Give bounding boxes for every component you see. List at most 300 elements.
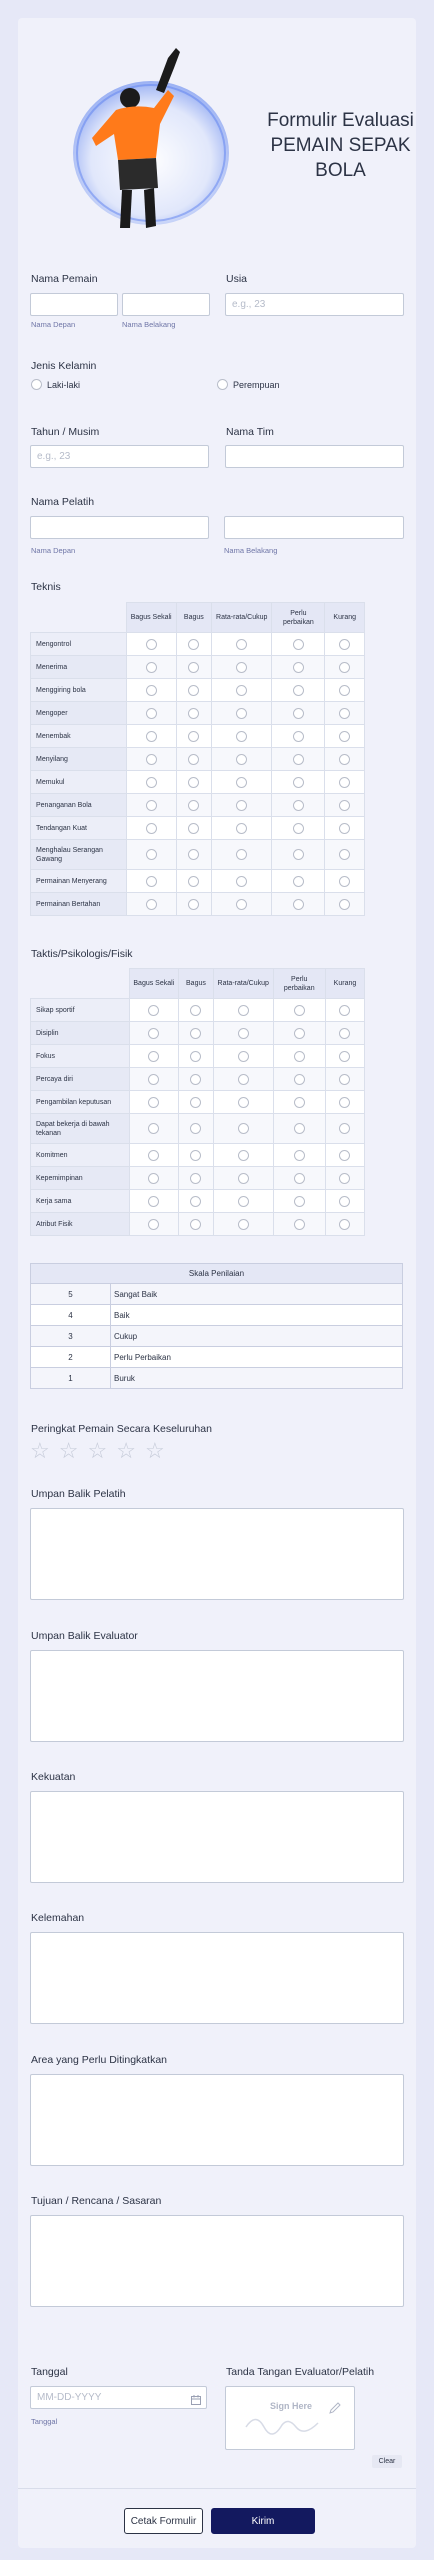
matrix-radio[interactable]: [146, 823, 157, 834]
matrix-radio[interactable]: [339, 685, 350, 696]
weaknesses-label: Kelemahan: [31, 1912, 85, 1924]
pen-icon: [328, 2401, 342, 2415]
matrix-cell: [325, 893, 365, 916]
matrix-cell: [178, 1144, 213, 1167]
matrix-row-label: Menggiring bola: [31, 679, 127, 702]
matrix-radio[interactable]: [188, 639, 199, 650]
matrix-cell: [213, 999, 273, 1022]
matrix-radio[interactable]: [293, 662, 304, 673]
goals-label: Tujuan / Rencana / Sasaran: [31, 2195, 162, 2207]
matrix-radio[interactable]: [339, 777, 350, 788]
matrix-radio[interactable]: [146, 899, 157, 910]
matrix-cell: [272, 702, 325, 725]
title-line-3: BOLA: [315, 160, 366, 181]
matrix-cell: [272, 794, 325, 817]
overall-rating-label: Peringkat Pemain Secara Keseluruhan: [31, 1423, 212, 1435]
gender-male-radio[interactable]: [31, 379, 42, 390]
matrix-cell: [178, 1022, 213, 1045]
matrix-corner: [31, 969, 130, 999]
matrix-radio[interactable]: [146, 662, 157, 673]
matrix-row-label: Menembak: [31, 725, 127, 748]
scale-description: Perlu Perbaikan: [111, 1347, 403, 1368]
matrix-cell: [212, 870, 272, 893]
matrix-radio[interactable]: [190, 1196, 201, 1207]
matrix-column-header: Bagus Sekali: [126, 603, 176, 633]
scale-number: 1: [31, 1368, 111, 1389]
matrix-cell: [325, 817, 365, 840]
matrix-row-label: Tendangan Kuat: [31, 817, 127, 840]
matrix-cell: [178, 1167, 213, 1190]
matrix-cell: [126, 679, 176, 702]
matrix-cell: [325, 679, 365, 702]
matrix-row-label: Kepemimpinan: [31, 1167, 130, 1190]
matrix-cell: [325, 1144, 364, 1167]
goals-textarea[interactable]: [30, 2215, 404, 2307]
matrix-radio[interactable]: [188, 876, 199, 887]
matrix-column-header: Perlu perbaikan: [273, 969, 325, 999]
star-icon[interactable]: ☆: [58, 1438, 88, 1463]
matrix-radio[interactable]: [293, 777, 304, 788]
matrix-radio[interactable]: [339, 754, 350, 765]
coach-feedback-textarea[interactable]: [30, 1508, 404, 1600]
matrix-corner: [31, 603, 127, 633]
matrix-radio[interactable]: [148, 1196, 159, 1207]
matrix-cell: [212, 656, 272, 679]
matrix-cell: [325, 748, 365, 771]
matrix-cell: [325, 633, 365, 656]
matrix-radio[interactable]: [148, 1173, 159, 1184]
matrix-cell: [272, 771, 325, 794]
matrix-cell: [126, 633, 176, 656]
matrix-cell: [178, 1190, 213, 1213]
matrix-cell: [212, 817, 272, 840]
matrix-cell: [176, 840, 211, 870]
matrix-radio[interactable]: [148, 1028, 159, 1039]
matrix-radio[interactable]: [238, 1097, 249, 1108]
matrix-radio[interactable]: [190, 1051, 201, 1062]
scale-number: 5: [31, 1284, 111, 1305]
matrix-radio[interactable]: [339, 800, 350, 811]
matrix-cell: [212, 702, 272, 725]
age-input[interactable]: [225, 293, 404, 316]
matrix-cell: [126, 840, 176, 870]
matrix-row: [31, 679, 365, 702]
matrix-row: [31, 1190, 365, 1213]
matrix-row: [31, 817, 365, 840]
matrix-radio[interactable]: [190, 1074, 201, 1085]
matrix-column-header: Bagus: [176, 603, 211, 633]
matrix-radio[interactable]: [188, 662, 199, 673]
matrix-radio[interactable]: [339, 1005, 350, 1016]
matrix-row: [31, 870, 365, 893]
matrix-radio[interactable]: [148, 1097, 159, 1108]
matrix-radio[interactable]: [339, 899, 350, 910]
matrix-cell: [129, 1091, 178, 1114]
matrix-row: [31, 1144, 365, 1167]
matrix-radio[interactable]: [188, 777, 199, 788]
matrix-radio[interactable]: [148, 1219, 159, 1230]
matrix-radio[interactable]: [238, 1051, 249, 1062]
matrix-column-header: Bagus Sekali: [129, 969, 178, 999]
matrix-cell: [176, 771, 211, 794]
matrix-cell: [212, 893, 272, 916]
matrix-cell: [325, 1091, 364, 1114]
tactical-matrix: [30, 968, 365, 1236]
matrix-radio[interactable]: [339, 1123, 350, 1134]
matrix-cell: [178, 1045, 213, 1068]
matrix-radio[interactable]: [293, 708, 304, 719]
matrix-radio[interactable]: [146, 876, 157, 887]
scale-row: [31, 1347, 403, 1368]
matrix-radio[interactable]: [236, 777, 247, 788]
matrix-radio[interactable]: [294, 1028, 305, 1039]
matrix-radio[interactable]: [188, 754, 199, 765]
matrix-cell: [325, 1167, 364, 1190]
star-icon[interactable]: ☆: [116, 1438, 145, 1463]
matrix-radio[interactable]: [146, 849, 157, 860]
matrix-row-label: Menyilang: [31, 748, 127, 771]
matrix-radio[interactable]: [146, 731, 157, 742]
matrix-cell: [213, 1167, 273, 1190]
team-input[interactable]: [225, 445, 404, 468]
matrix-radio[interactable]: [293, 823, 304, 834]
matrix-cell: [126, 794, 176, 817]
matrix-cell: [212, 633, 272, 656]
matrix-radio[interactable]: [236, 800, 247, 811]
matrix-radio[interactable]: [339, 849, 350, 860]
matrix-cell: [129, 1144, 178, 1167]
matrix-cell: [129, 1114, 178, 1144]
matrix-cell: [129, 1068, 178, 1091]
star-icon[interactable]: ☆: [144, 1438, 174, 1463]
matrix-radio[interactable]: [339, 639, 350, 650]
matrix-cell: [178, 1213, 213, 1236]
matrix-column-header: Bagus: [178, 969, 213, 999]
gender-male-label: Laki-laki: [47, 380, 81, 390]
matrix-row: [31, 633, 365, 656]
matrix-radio[interactable]: [188, 823, 199, 834]
matrix-radio[interactable]: [146, 639, 157, 650]
signature-clear-button[interactable]: Clear: [372, 2455, 402, 2468]
matrix-radio[interactable]: [190, 1219, 201, 1230]
coach-first-name-input[interactable]: [30, 516, 209, 539]
matrix-cell: [176, 870, 211, 893]
matrix-radio[interactable]: [236, 876, 247, 887]
matrix-cell: [325, 1190, 364, 1213]
coach-name-label: Nama Pelatih: [31, 496, 95, 508]
weaknesses-textarea[interactable]: [30, 1932, 404, 2024]
matrix-row-label: Permainan Bertahan: [31, 893, 127, 916]
matrix-cell: [272, 893, 325, 916]
matrix-cell: [273, 1045, 325, 1068]
evaluator-feedback-textarea[interactable]: [30, 1650, 404, 1742]
matrix-radio[interactable]: [339, 1219, 350, 1230]
matrix-radio[interactable]: [238, 1005, 249, 1016]
matrix-row: [31, 794, 365, 817]
matrix-radio[interactable]: [188, 899, 199, 910]
improvement-label: Area yang Perlu Ditingkatkan: [31, 2054, 167, 2066]
matrix-row: [31, 1022, 365, 1045]
coach-feedback-label: Umpan Balik Pelatih: [31, 1488, 126, 1500]
matrix-radio[interactable]: [339, 823, 350, 834]
matrix-cell: [272, 633, 325, 656]
matrix-radio[interactable]: [146, 800, 157, 811]
scale-number: 2: [31, 1347, 111, 1368]
matrix-cell: [213, 1144, 273, 1167]
matrix-radio[interactable]: [236, 662, 247, 673]
player-last-name-input[interactable]: [122, 293, 210, 316]
matrix-radio[interactable]: [236, 754, 247, 765]
matrix-radio[interactable]: [190, 1173, 201, 1184]
age-label: Usia: [226, 273, 248, 285]
star-icon[interactable]: ☆: [30, 1438, 59, 1463]
matrix-row-label: Menerima: [31, 656, 127, 679]
matrix-cell: [273, 1144, 325, 1167]
matrix-radio[interactable]: [293, 849, 304, 860]
matrix-radio[interactable]: [293, 800, 304, 811]
matrix-cell: [129, 999, 178, 1022]
matrix-radio[interactable]: [339, 662, 350, 673]
matrix-cell: [273, 1114, 325, 1144]
matrix-cell: [178, 1114, 213, 1144]
matrix-radio[interactable]: [294, 1074, 305, 1085]
matrix-radio[interactable]: [188, 800, 199, 811]
matrix-cell: [178, 999, 213, 1022]
matrix-radio[interactable]: [146, 685, 157, 696]
matrix-row: [31, 656, 365, 679]
matrix-row-label: Penanganan Bola: [31, 794, 127, 817]
print-form-button[interactable]: Cetak Formulir: [124, 2508, 203, 2534]
matrix-row: [31, 1068, 365, 1091]
matrix-radio[interactable]: [293, 754, 304, 765]
calendar-icon[interactable]: [191, 2392, 201, 2402]
matrix-cell: [273, 999, 325, 1022]
matrix-cell: [272, 725, 325, 748]
matrix-radio[interactable]: [339, 1074, 350, 1085]
matrix-radio[interactable]: [294, 1051, 305, 1062]
matrix-cell: [325, 1045, 364, 1068]
matrix-cell: [212, 840, 272, 870]
coach-last-name-input[interactable]: [224, 516, 404, 539]
scale-row: [31, 1284, 403, 1305]
matrix-radio[interactable]: [236, 639, 247, 650]
matrix-radio[interactable]: [188, 731, 199, 742]
matrix-radio[interactable]: [293, 731, 304, 742]
matrix-radio[interactable]: [236, 685, 247, 696]
matrix-row: [31, 1045, 365, 1068]
matrix-cell: [213, 1091, 273, 1114]
matrix-radio[interactable]: [238, 1074, 249, 1085]
matrix-cell: [126, 771, 176, 794]
matrix-cell: [126, 870, 176, 893]
strengths-label: Kekuatan: [31, 1771, 76, 1783]
matrix-radio[interactable]: [190, 1028, 201, 1039]
matrix-cell: [176, 702, 211, 725]
matrix-radio[interactable]: [294, 1173, 305, 1184]
matrix-cell: [178, 1091, 213, 1114]
matrix-cell: [325, 656, 365, 679]
matrix-radio[interactable]: [148, 1074, 159, 1085]
matrix-radio[interactable]: [293, 899, 304, 910]
matrix-radio[interactable]: [238, 1123, 249, 1134]
matrix-cell: [129, 1045, 178, 1068]
matrix-row: [31, 725, 365, 748]
matrix-cell: [273, 1213, 325, 1236]
star-icon[interactable]: ☆: [87, 1438, 117, 1463]
matrix-radio[interactable]: [190, 1150, 201, 1161]
matrix-cell: [213, 1114, 273, 1144]
matrix-cell: [176, 794, 211, 817]
matrix-row: [31, 771, 365, 794]
matrix-radio[interactable]: [236, 708, 247, 719]
matrix-radio[interactable]: [188, 849, 199, 860]
matrix-row-label: Atribut Fisik: [31, 1213, 130, 1236]
scale-description: Buruk: [111, 1368, 403, 1389]
matrix-radio[interactable]: [148, 1051, 159, 1062]
matrix-radio[interactable]: [188, 685, 199, 696]
matrix-radio[interactable]: [146, 754, 157, 765]
matrix-radio[interactable]: [294, 1123, 305, 1134]
matrix-radio[interactable]: [236, 823, 247, 834]
matrix-radio[interactable]: [148, 1150, 159, 1161]
matrix-cell: [273, 1068, 325, 1091]
matrix-cell: [273, 1022, 325, 1045]
matrix-cell: [213, 1022, 273, 1045]
matrix-radio[interactable]: [339, 1196, 350, 1207]
matrix-cell: [325, 840, 365, 870]
season-input[interactable]: [30, 445, 209, 468]
matrix-row: [31, 1114, 365, 1144]
matrix-cell: [325, 794, 365, 817]
matrix-cell: [212, 748, 272, 771]
matrix-radio[interactable]: [339, 1150, 350, 1161]
gender-female-radio[interactable]: [217, 379, 228, 390]
matrix-row: [31, 702, 365, 725]
matrix-cell: [176, 817, 211, 840]
matrix-radio[interactable]: [294, 1097, 305, 1108]
matrix-radio[interactable]: [294, 1150, 305, 1161]
tactical-label: Taktis/Psikologis/Fisik: [31, 948, 133, 960]
matrix-radio[interactable]: [236, 849, 247, 860]
matrix-radio[interactable]: [294, 1219, 305, 1230]
submit-button[interactable]: Kirim: [211, 2508, 315, 2534]
matrix-cell: [273, 1091, 325, 1114]
matrix-cell: [325, 702, 365, 725]
date-input[interactable]: [30, 2386, 207, 2409]
matrix-radio[interactable]: [339, 731, 350, 742]
matrix-cell: [272, 656, 325, 679]
matrix-radio[interactable]: [236, 731, 247, 742]
matrix-cell: [212, 771, 272, 794]
matrix-cell: [126, 893, 176, 916]
matrix-radio[interactable]: [146, 777, 157, 788]
matrix-radio[interactable]: [339, 1097, 350, 1108]
matrix-radio[interactable]: [339, 1051, 350, 1062]
matrix-column-header: Kurang: [325, 969, 364, 999]
matrix-radio[interactable]: [148, 1123, 159, 1134]
matrix-row-label: Kerja sama: [31, 1190, 130, 1213]
strengths-textarea[interactable]: [30, 1791, 404, 1883]
matrix-row: [31, 748, 365, 771]
matrix-row-label: Menghalau Serangan Gawang: [31, 840, 127, 870]
matrix-radio[interactable]: [238, 1028, 249, 1039]
matrix-cell: [176, 656, 211, 679]
matrix-cell: [176, 679, 211, 702]
signature-pad[interactable]: [225, 2386, 355, 2450]
matrix-cell: [325, 725, 365, 748]
matrix-cell: [325, 771, 365, 794]
scale-number: 4: [31, 1305, 111, 1326]
matrix-column-header: Perlu perbaikan: [272, 603, 325, 633]
player-last-sublabel: Nama Belakang: [122, 320, 176, 329]
matrix-radio[interactable]: [293, 876, 304, 887]
star-rating[interactable]: [30, 1438, 174, 1464]
matrix-column-header: Kurang: [325, 603, 365, 633]
matrix-radio[interactable]: [339, 708, 350, 719]
matrix-radio[interactable]: [188, 708, 199, 719]
date-sublabel: Tanggal: [31, 2417, 58, 2426]
matrix-cell: [325, 1114, 364, 1144]
matrix-cell: [213, 1190, 273, 1213]
matrix-cell: [212, 725, 272, 748]
matrix-radio[interactable]: [339, 876, 350, 887]
matrix-radio[interactable]: [190, 1005, 201, 1016]
matrix-radio[interactable]: [293, 685, 304, 696]
scale-description: Sangat Baik: [111, 1284, 403, 1305]
matrix-cell: [325, 999, 364, 1022]
matrix-cell: [178, 1068, 213, 1091]
matrix-cell: [272, 840, 325, 870]
matrix-cell: [129, 1190, 178, 1213]
matrix-cell: [325, 1022, 364, 1045]
matrix-radio[interactable]: [236, 899, 247, 910]
matrix-radio[interactable]: [238, 1173, 249, 1184]
improvement-textarea[interactable]: [30, 2074, 404, 2166]
matrix-cell: [272, 870, 325, 893]
matrix-cell: [126, 748, 176, 771]
matrix-radio[interactable]: [146, 708, 157, 719]
matrix-cell: [126, 725, 176, 748]
matrix-cell: [176, 748, 211, 771]
matrix-radio[interactable]: [339, 1028, 350, 1039]
matrix-cell: [176, 725, 211, 748]
coach-first-sublabel: Nama Depan: [31, 546, 76, 555]
matrix-radio[interactable]: [238, 1219, 249, 1230]
matrix-radio[interactable]: [148, 1005, 159, 1016]
matrix-cell: [273, 1167, 325, 1190]
matrix-radio[interactable]: [294, 1196, 305, 1207]
matrix-radio[interactable]: [339, 1173, 350, 1184]
rating-scale-table: [30, 1263, 403, 1389]
scale-row: [31, 1326, 403, 1347]
signature-hint: Sign Here: [269, 2401, 312, 2411]
matrix-radio[interactable]: [238, 1150, 249, 1161]
gender-female-label: Perempuan: [233, 380, 280, 390]
matrix-row: [31, 893, 365, 916]
form-title: [253, 108, 428, 183]
matrix-radio[interactable]: [293, 639, 304, 650]
season-label: Tahun / Musim: [31, 426, 100, 438]
matrix-cell: [126, 702, 176, 725]
player-first-name-input[interactable]: [30, 293, 118, 316]
matrix-radio[interactable]: [190, 1123, 201, 1134]
matrix-row-label: Fokus: [31, 1045, 130, 1068]
matrix-radio[interactable]: [238, 1196, 249, 1207]
matrix-cell: [325, 1068, 364, 1091]
matrix-radio[interactable]: [294, 1005, 305, 1016]
matrix-cell: [272, 817, 325, 840]
matrix-radio[interactable]: [190, 1097, 201, 1108]
